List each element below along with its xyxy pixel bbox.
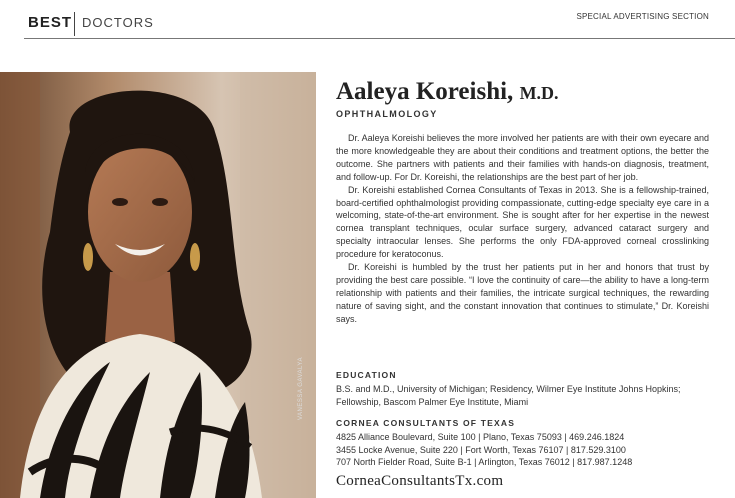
specialty-label: OPHTHALMOLOGY: [336, 109, 438, 119]
bio-paragraph: Dr. Koreishi established Cornea Consultants of Texas in 2013. She is a fellowship-trained, board-certified ophthalmologist providing compassionate, cutting-edge specialty eye care in a welcoming, state-of-the-art environment. She is sought after for her expertise in the newest cornea transplant techniques, ocular surface surgery, advanced cataract surgery and specialty intraocular lenses. She performs the only FDA-approved corneal crosslinking procedure for keratoconus.: [336, 184, 709, 260]
bio-paragraph: Dr. Aaleya Koreishi believes the more involved her patients are with their own eyecare and the more knowledgeable they are about their conditions and treatment options, the better the outcome. She partners with patients and their families with hands-on diagnosis, treatment, and follow-up. For Dr. Koreishi, the relationships are the best part of her job.: [336, 133, 709, 182]
doctor-portrait: [0, 72, 316, 498]
header-rule: [24, 38, 735, 39]
education-section: [336, 370, 709, 408]
header-divider: [74, 12, 75, 36]
bio-text: [336, 132, 709, 326]
doctor-name-text: Aaleya Koreishi,: [336, 78, 514, 105]
location-line: 707 North Fielder Road, Suite B-1 | Arlington, Texas 76012 | 817.987.1248: [336, 457, 633, 467]
profile-column: [336, 78, 709, 326]
practice-title: CORNEA CONSULTANTS OF TEXAS: [336, 418, 516, 428]
practice-section: [336, 418, 709, 469]
portrait-illustration: [0, 72, 316, 498]
category-label: DOCTORS: [82, 15, 154, 30]
special-section-label: SPECIAL ADVERTISING SECTION: [576, 12, 709, 21]
doctor-name: [336, 78, 709, 107]
location-line: 3455 Locke Avenue, Suite 220 | Fort Worth, Texas 76107 | 817.529.3100: [336, 444, 626, 455]
education-text: B.S. and M.D., University of Michigan; Residency, Wilmer Eye Institute Johns Hopkins; Fellowship, Bascom Palmer Eye Institute, Miami: [336, 384, 681, 407]
education-title: EDUCATION: [336, 370, 397, 380]
doctor-credential: M.D.: [519, 83, 559, 103]
page-header: [20, 8, 735, 38]
section-label: BEST: [28, 14, 73, 31]
location-line: 4825 Alliance Boulevard, Suite 100 | Plano, Texas 75093 | 469.246.1824: [336, 432, 625, 442]
bio-paragraph: Dr. Koreishi is humbled by the trust her patients put in her and honors that trust by providing the best care possible. “I love the continuity of care—the ability to have a long-term relationship with patients and their families, the intricate surgical techniques, the rewarding nature of saving sight, and the constant innovation that continues to stimulate,” Dr. Koreishi says.: [336, 262, 709, 324]
website-link[interactable]: CorneaConsultantsTx.com: [336, 473, 504, 489]
photo-credit: VANESSA GAVALYA: [298, 357, 304, 420]
